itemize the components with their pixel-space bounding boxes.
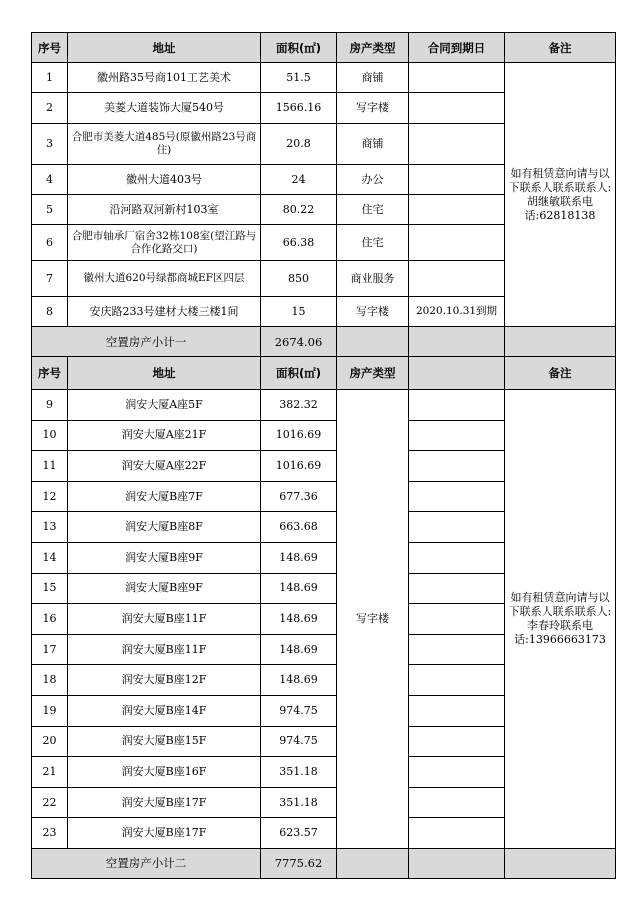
row-address: 润安大厦B座11F xyxy=(68,604,261,635)
row-no: 7 xyxy=(32,261,68,297)
row-address: 润安大厦B座7F xyxy=(68,481,261,512)
row-address: 润安大厦B座16F xyxy=(68,757,261,788)
row-address: 润安大厦A座21F xyxy=(68,420,261,451)
row-address: 徽州大道620号绿都商城EF区四层 xyxy=(68,261,261,297)
row-address: 润安大厦B座17F xyxy=(68,787,261,818)
header-type: 房产类型 xyxy=(337,357,409,390)
row-no: 13 xyxy=(32,512,68,543)
section1-note: 如有租赁意向请与以下联系人联系联系人:胡继敏联系电话:62818138 xyxy=(505,63,616,327)
row-type: 商铺 xyxy=(337,124,409,165)
row-type: 写字楼 xyxy=(337,93,409,124)
row-address: 润安大厦B座9F xyxy=(68,542,261,573)
row-type: 办公 xyxy=(337,165,409,195)
row-area: 80.22 xyxy=(261,195,337,225)
row-address: 润安大厦B座8F xyxy=(68,512,261,543)
row-expiry xyxy=(409,604,505,635)
row-area: 1016.69 xyxy=(261,420,337,451)
row-expiry xyxy=(409,573,505,604)
subtotal-row xyxy=(32,327,616,357)
row-no: 14 xyxy=(32,542,68,573)
row-area: 623.57 xyxy=(261,818,337,849)
row-area: 974.75 xyxy=(261,726,337,757)
row-expiry xyxy=(409,261,505,297)
row-expiry xyxy=(409,818,505,849)
row-area: 148.69 xyxy=(261,634,337,665)
row-expiry xyxy=(409,695,505,726)
row-area: 148.69 xyxy=(261,573,337,604)
subtotal-blank xyxy=(505,848,616,878)
row-area: 24 xyxy=(261,165,337,195)
row-expiry xyxy=(409,787,505,818)
section2-type: 写字楼 xyxy=(337,390,409,849)
row-area: 66.38 xyxy=(261,225,337,261)
row-address: 润安大厦A座22F xyxy=(68,451,261,482)
row-no: 17 xyxy=(32,634,68,665)
row-area: 148.69 xyxy=(261,604,337,635)
row-no: 1 xyxy=(32,63,68,93)
row-address: 合肥市轴承厂宿舍32栋108室(望江路与合作化路交口) xyxy=(68,225,261,261)
subtotal-label: 空置房产小计一 xyxy=(32,327,261,357)
header-note: 备注 xyxy=(505,33,616,63)
row-expiry xyxy=(409,124,505,165)
subtotal-blank xyxy=(337,848,409,878)
header-row xyxy=(32,33,616,63)
row-expiry xyxy=(409,195,505,225)
subtotal-blank xyxy=(505,327,616,357)
row-address: 美菱大道装饰大厦540号 xyxy=(68,93,261,124)
row-no: 4 xyxy=(32,165,68,195)
row-expiry xyxy=(409,757,505,788)
row-area: 15 xyxy=(261,297,337,327)
row-expiry xyxy=(409,481,505,512)
row-address: 合肥市美菱大道485号(原徽州路23号商住) xyxy=(68,124,261,165)
row-address: 润安大厦B座17F xyxy=(68,818,261,849)
row-expiry xyxy=(409,63,505,93)
subtotal-blank xyxy=(337,327,409,357)
row-type: 商业服务 xyxy=(337,261,409,297)
subtotal-label: 空置房产小计二 xyxy=(32,848,261,878)
row-area: 20.8 xyxy=(261,124,337,165)
row-expiry xyxy=(409,542,505,573)
row-type: 商铺 xyxy=(337,63,409,93)
header-no: 序号 xyxy=(32,357,68,390)
row-no: 2 xyxy=(32,93,68,124)
row-area: 148.69 xyxy=(261,665,337,696)
header-expiry-blank xyxy=(409,357,505,390)
row-no: 5 xyxy=(32,195,68,225)
row-type: 写字楼 xyxy=(337,297,409,327)
header-address: 地址 xyxy=(68,357,261,390)
row-no: 21 xyxy=(32,757,68,788)
row-no: 8 xyxy=(32,297,68,327)
row-address: 润安大厦A座5F xyxy=(68,390,261,421)
header-area: 面积(㎡) xyxy=(261,357,337,390)
row-expiry xyxy=(409,726,505,757)
row-no: 19 xyxy=(32,695,68,726)
row-expiry xyxy=(409,93,505,124)
row-address: 润安大厦B座12F xyxy=(68,665,261,696)
row-expiry xyxy=(409,512,505,543)
row-no: 10 xyxy=(32,420,68,451)
row-expiry xyxy=(409,665,505,696)
header-expiry: 合同到期日 xyxy=(409,33,505,63)
header-address: 地址 xyxy=(68,33,261,63)
header-type: 房产类型 xyxy=(337,33,409,63)
header-note: 备注 xyxy=(505,357,616,390)
row-expiry xyxy=(409,420,505,451)
row-area: 351.18 xyxy=(261,787,337,818)
table-row xyxy=(32,390,616,421)
row-area: 51.5 xyxy=(261,63,337,93)
header-row xyxy=(32,357,616,390)
row-area: 663.68 xyxy=(261,512,337,543)
header-area: 面积(㎡) xyxy=(261,33,337,63)
row-area: 351.18 xyxy=(261,757,337,788)
vacant-property-table xyxy=(31,32,616,879)
row-address: 润安大厦B座15F xyxy=(68,726,261,757)
subtotal-blank xyxy=(409,848,505,878)
row-no: 9 xyxy=(32,390,68,421)
row-area: 1016.69 xyxy=(261,451,337,482)
row-no: 22 xyxy=(32,787,68,818)
subtotal-blank xyxy=(409,327,505,357)
row-address: 润安大厦B座9F xyxy=(68,573,261,604)
row-expiry xyxy=(409,390,505,421)
row-expiry xyxy=(409,634,505,665)
row-address: 徽州路35号商101工艺美术 xyxy=(68,63,261,93)
row-area: 1566.16 xyxy=(261,93,337,124)
subtotal-row xyxy=(32,848,616,878)
row-area: 850 xyxy=(261,261,337,297)
row-no: 20 xyxy=(32,726,68,757)
row-no: 15 xyxy=(32,573,68,604)
row-type: 住宅 xyxy=(337,195,409,225)
row-address: 沿河路双河新村103室 xyxy=(68,195,261,225)
row-address: 安庆路233号建材大楼三楼1间 xyxy=(68,297,261,327)
row-expiry xyxy=(409,165,505,195)
table-row xyxy=(32,63,616,93)
row-expiry xyxy=(409,225,505,261)
section2-note: 如有租赁意向请与以下联系人联系联系人:李春玲联系电话:13966663173 xyxy=(505,390,616,849)
row-no: 11 xyxy=(32,451,68,482)
row-expiry xyxy=(409,451,505,482)
row-expiry: 2020.10.31到期 xyxy=(409,297,505,327)
row-area: 382.32 xyxy=(261,390,337,421)
row-type: 住宅 xyxy=(337,225,409,261)
row-area: 974.75 xyxy=(261,695,337,726)
row-area: 677.36 xyxy=(261,481,337,512)
row-no: 3 xyxy=(32,124,68,165)
subtotal-area: 7775.62 xyxy=(261,848,337,878)
row-no: 16 xyxy=(32,604,68,635)
row-no: 23 xyxy=(32,818,68,849)
header-no: 序号 xyxy=(32,33,68,63)
row-area: 148.69 xyxy=(261,542,337,573)
row-address: 徽州大道403号 xyxy=(68,165,261,195)
row-no: 12 xyxy=(32,481,68,512)
row-no: 18 xyxy=(32,665,68,696)
row-address: 润安大厦B座11F xyxy=(68,634,261,665)
row-address: 润安大厦B座14F xyxy=(68,695,261,726)
subtotal-area: 2674.06 xyxy=(261,327,337,357)
row-no: 6 xyxy=(32,225,68,261)
